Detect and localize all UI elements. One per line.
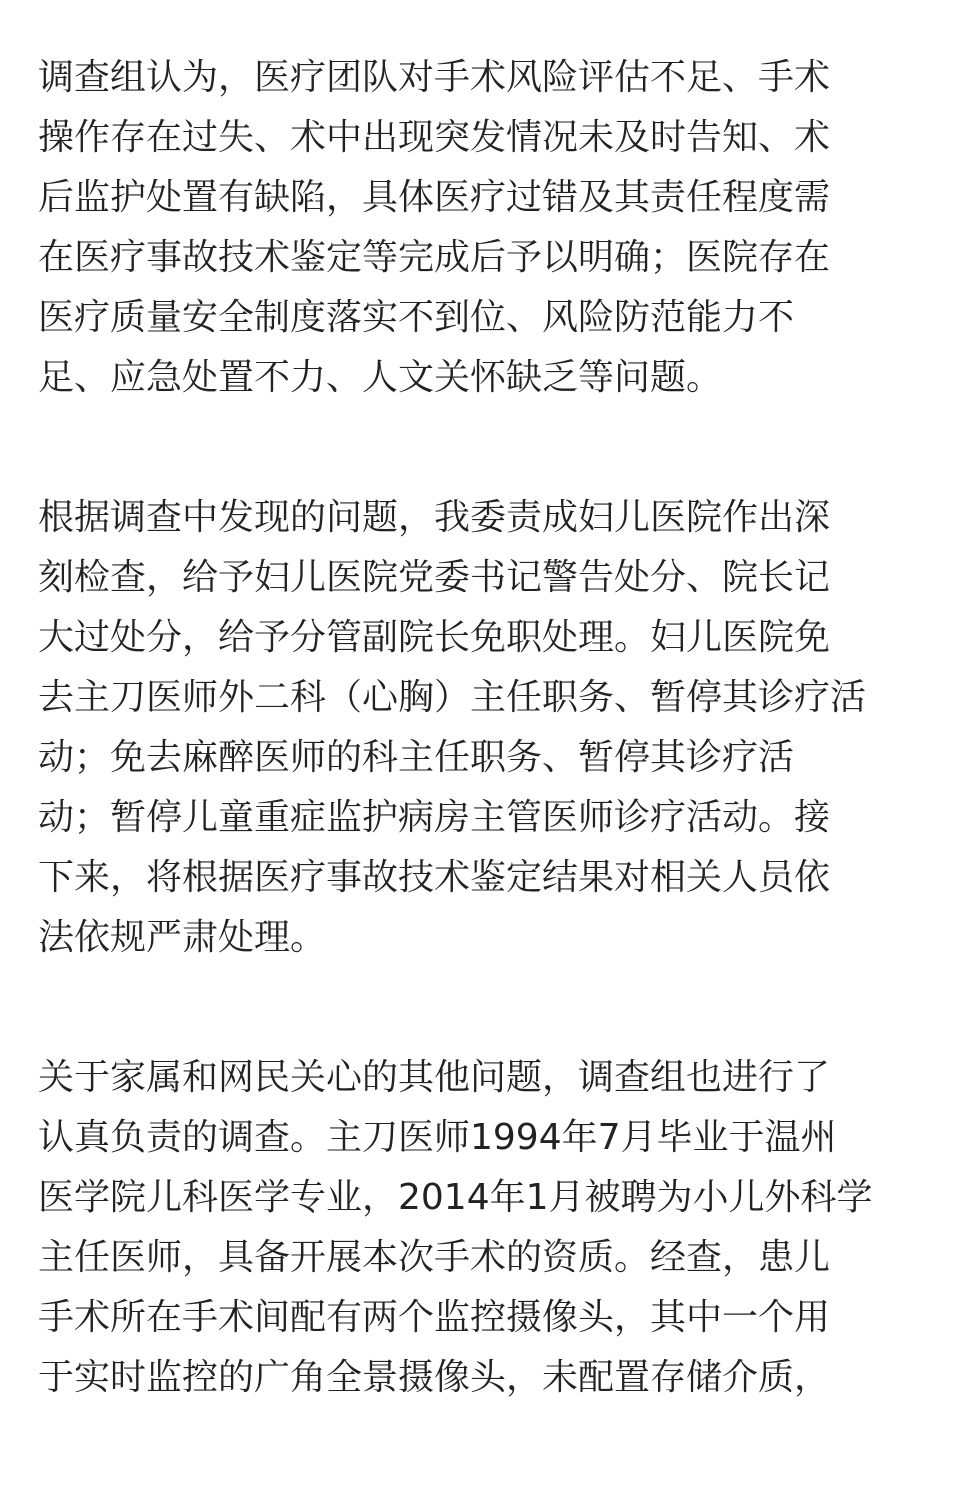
text-line: 去主刀医师外二科（心胸）主任职务、暂停其诊疗活 bbox=[38, 677, 867, 718]
text-line: 后监护处置有缺陷，具体医疗过错及其责任程度需 bbox=[38, 177, 831, 218]
text-line: 刻检查，给予妇儿医院党委书记警告处分、院长记 bbox=[38, 557, 831, 598]
text-line: 根据调查中发现的问题，我委责成妇儿医院作出深 bbox=[38, 497, 831, 538]
paragraph-investigation-findings bbox=[38, 48, 928, 408]
text-line: 下来，将根据医疗事故技术鉴定结果对相关人员依 bbox=[38, 857, 831, 898]
text-line: 动；免去麻醉医师的科主任职务、暂停其诊疗活 bbox=[38, 737, 795, 778]
article-body bbox=[38, 48, 928, 1488]
text-line: 足、应急处置不力、人文关怀缺乏等问题。 bbox=[38, 357, 723, 398]
text-line: 手术所在手术间配有两个监控摄像头，其中一个用 bbox=[38, 1297, 831, 1338]
text-line: 于实时监控的广角全景摄像头，未配置存储介质， bbox=[38, 1357, 831, 1398]
text-line: 大过处分，给予分管副院长免职处理。妇儿医院免 bbox=[38, 617, 831, 658]
text-line: 在医疗事故技术鉴定等完成后予以明确；医院存在 bbox=[38, 237, 831, 278]
text-line: 法依规严肃处理。 bbox=[38, 917, 327, 958]
text-line: 调查组认为，医疗团队对手术风险评估不足、手术 bbox=[38, 57, 831, 98]
paragraph-disciplinary-actions bbox=[38, 488, 928, 968]
text-line: 医学院儿科医学专业，2014年1月被聘为小儿外科学 bbox=[38, 1177, 873, 1218]
text-line: 医疗质量安全制度落实不到位、风险防范能力不 bbox=[38, 297, 795, 338]
text-line: 主任医师，具备开展本次手术的资质。经查，患儿 bbox=[38, 1237, 831, 1278]
text-line: 操作存在过失、术中出现突发情况未及时告知、术 bbox=[38, 117, 831, 158]
paragraph-other-concerns bbox=[38, 1048, 928, 1408]
text-line: 关于家属和网民关心的其他问题，调查组也进行了 bbox=[38, 1057, 831, 1098]
text-line: 动；暂停儿童重症监护病房主管医师诊疗活动。接 bbox=[38, 797, 831, 838]
text-line: 认真负责的调查。主刀医师1994年7月毕业于温州 bbox=[38, 1117, 837, 1158]
